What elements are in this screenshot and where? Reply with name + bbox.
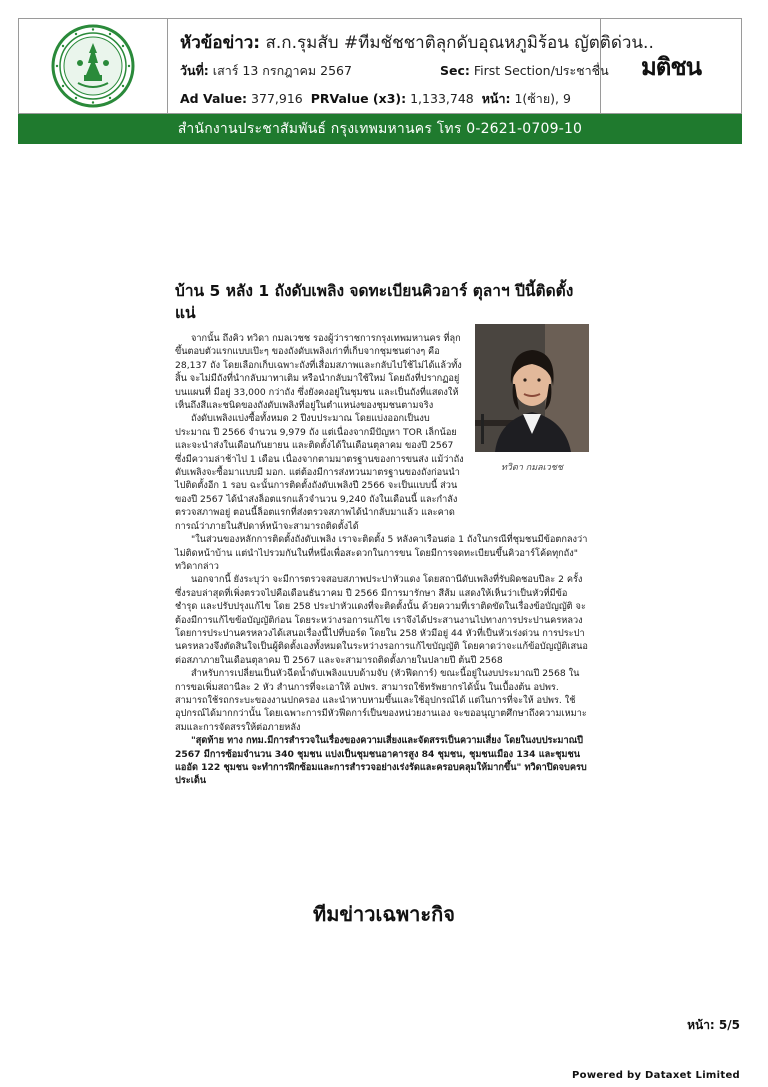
clipping-header (18, 18, 742, 114)
matichon-logo: มติชน (640, 52, 702, 81)
article-paragraph: จากนั้น ถึงคิว ทวิดา กมลเวชช รองผู้ว่าราชการกรุงเทพมหานคร ที่ลุกขึ้นตอบตัวแรกแบบเป๊ะๆ ของถังดับเพลิงเก่าที่เก็บจากชุมชนต่างๆ คือ 28,137 ถัง โดยเลือกเก็บเฉพาะถังที่เสื่อมสภาพและกลับไปใช้ไม่ได้แล้วทั้งสิ้น จะไม่มีถังที่นำกลับมาทาเติม หรือนำกลับมาใช้ใหม่ โดยถังที่ปรากฏอยู่บนแผนที่ มีอยู่ 33,000 กว่าถัง ซึ่งยังคงอยู่ในชุมชน และเป็นถังที่แสดงให้เห็นถึงสีและชนิดของถังดับเพลิงที่อยู่ในตำแหน่งของชุมชนตามจริง (175, 333, 462, 412)
article-paragraph: นอกจากนี้ ยังระบุว่า จะมีการตรวจสอบสภาพประปาหัวแดง โดยสถานีดับเพลิงที่รับผิดชอบปีละ 2 ครั้ง ซึ่งรอบล่าสุดที่เพิ่งตรวจไปคือเดือนธันวาคม ปี 2566 มีการมารักษา สีส้ม แสดงให้เห็นว่าเป็นหัวที่มีข้อชำรุด และปรับปรุงแก้ไข โดย 258 ประปาหัวแดงที่จะติดตั้งนั้น ด้วยความที่เราติดขัดในเรื่องข้อบัญญัติ จะต้องมีการแก้ไขข้อบัญญัติก่อน โดยระหว่างรอการแก้ไข เราจึงได้ประสานงานไปทางการประปานครหลวง โดยการประปานครหลวงได้เสนอเรื่องนี้ไปที่บอร์ด โดยใน 258 หัวมีอยู่ 44 หัวที่เป็นหัวเร่งด่วน การประปานครหลวงจึงตัดสินใจเป็นผู้ติดตั้งเองทั้งหมดในระหว่างรอการแก้ไขบัญญัติ โดยคาดว่าจะแก้ข้อบัญญัติเสนอต่อสภาภายในเดือนตุลาคม ปี 2567 และจะสามารถติดตั้งภายในปลายปี ต้นปี 2568 (175, 574, 588, 666)
article-paragraph: "สุดท้าย ทาง กทม.มีการสำรวจในเรื่องของความเสี่ยงและจัดสรรเป็นความเสี่ยง โดยในงบประมาณปี 2567 มีการซ้อมจำนวน 340 ชุมชน แบ่งเป็นชุมชนอาคารสูง 84 ชุมชน, ชุมชนเมือง 134 และชุมชนแออัด 122 ชุมชน จะทำการฝึกซ้อมและการสำรวจอย่างเร่งรัดและครอบคลุมให้มากขึ้น" ทวิดาปิดจบครบประเด็น (175, 735, 587, 787)
brand-cell (601, 19, 741, 113)
date-row (180, 61, 352, 81)
bangkok-seal-icon (50, 23, 136, 109)
contact-banner: สำนักงานประชาสัมพันธ์ กรุงเทพมหานคร โทร 0-2621-0709-10 (18, 114, 742, 144)
logo-cell (19, 19, 168, 113)
clipping-info (168, 19, 654, 113)
pr-value: 1,133,748 (410, 91, 474, 106)
article (175, 280, 589, 788)
headline-row (180, 29, 654, 56)
article-title: บ้าน 5 หลัง 1 ถังดับเพลิง จดทะเบียนคิวอาร์ ตุลาฯ ปีนี้ติดตั้งแน่ (175, 282, 574, 322)
byline: ทีมข่าวเฉพาะกิจ (313, 902, 455, 926)
article-paragraph: ถังดับเพลิงแบ่งซื้อทั้งหมด 2 ปีงบประมาณ โดยแบ่งออกเป็นงบประมาณ ปี 2566 จำนวน 9,979 ถัง แต่เนื่องจากมีปัญหา TOR เล็กน้อย และจะนำส่งในเดือนกันยายน และติดตั้งได้ในเดือนตุลาคม ของปี 2567 ซึ่งมีความล่าช้าไป 1 เดือน เนื่องจากตามมาตรฐานของการขนส่ง แม้ว่าถังดับเพลิงจะซื้อมาแบบมี มอก. แต่ต้องมีการส่งทวนมาตรฐานของถังก่อนนำไปติดตั้งอีก 1 รอบ ฉะนั้นการติดตั้งถังดับเพลิงปี 2566 จะเป็นแบบนี้ ส่วนของปี 2567 ได้นำส่งล็อตแรกแล้วจำนวน 9,240 ถังในเดือนนี้ และกำลังตรวจสภาพอยู่ ตอนนี้ล็อตแรกที่ส่งตรวจสภาพได้นำกลับมาแล้ว และคาดการณ์ว่าภายในสัปดาห์หน้าจะสามารถติดตั้งได้ (175, 413, 464, 532)
value-row (180, 89, 571, 109)
section-row (440, 61, 609, 81)
page-number: หน้า: 5/5 (687, 1018, 740, 1032)
pr-value-label: PRValue (x3): (310, 91, 407, 106)
article-paragraph: สำหรับการเปลี่ยนเป็นหัวฉีดน้ำดับเพลิงแบบด้ามจับ (หัวฟีดการ์) ขณะนี้อยู่ในงบประมาณปี 2568 ในการขอเพิ่มสถานีละ 2 หัว สำนการที่จะเอาให้ อปพร. สามารถใช้ทรัพยากรได้นั้น ในเบื้องต้น อปพร. สามารถใช้รถกระบะของงานปกครอง และนำหาบหามขึ้นและใช้อุปกรณ์ได้ แต่ในการที่จะให้ อปพร. ใช้อุปกรณ์ได้มากกว่านั้น โดยเฉพาะการมีหัวฟีดการ์เป็นของหน่วยงานเอง จะขออนุญาตศึกษาถึงความเหมาะสมและการจัดสรรให้ต่อภายหลัง (175, 668, 587, 733)
page-value: 1(ซ้าย), 9 (514, 91, 571, 106)
article-paragraph: "ในส่วนของหลักการติดตั้งถังดับเพลิง เราจะติดตั้ง 5 หลังคาเรือนต่อ 1 ถังในกรณีที่ชุมชนมีข้อตกลงว่า ไม่ติดหน้าบ้าน แต่นำไปรวมกันในที่หนึ่งเพื่อสะดวกในการขน โดยมีการจดทะเบียนขึ้นคิวอาร์โค้ดทุกถัง" ทวิดากล่าว (175, 534, 588, 572)
photo-block (475, 324, 589, 474)
headline-label: หัวข้อข่าว: (180, 33, 261, 53)
date-label: วันที่: (180, 63, 209, 78)
page-label: หน้า: (481, 91, 511, 106)
ad-value-label: Ad Value: (180, 91, 248, 106)
ad-value: 377,916 (251, 91, 303, 106)
photo-caption: ทวิดา กมลเวชช (501, 463, 563, 473)
powered-by: Powered by Dataxet Limited (572, 1070, 740, 1081)
portrait-photo (475, 324, 589, 452)
headline-text: ส.ก.รุมสับ #ทีมชัชชาติลุกดับอุณหภูมิร้อน ญัตติด่วน.. (265, 33, 654, 53)
section-label: Sec: (440, 63, 470, 78)
date-value: เสาร์ 13 กรกฎาคม 2567 (212, 63, 352, 78)
section-value: First Section/ประชาชื่น (473, 63, 609, 78)
